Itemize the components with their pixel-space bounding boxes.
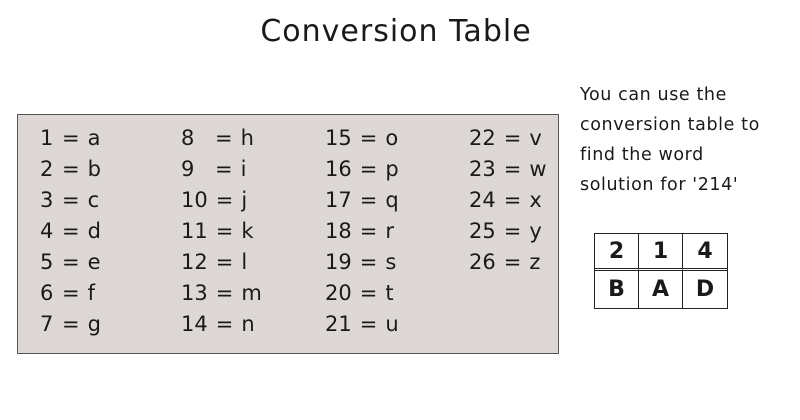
number-label: 26 [469, 250, 496, 274]
table-row [325, 185, 399, 216]
letter-label: n [241, 312, 255, 336]
number-label: 13 [181, 281, 208, 305]
equals-sign: = [62, 312, 80, 336]
table-column-1 [40, 123, 101, 340]
table-row [325, 309, 399, 340]
number-label: 3 [40, 188, 54, 212]
number-label: 16 [325, 157, 352, 181]
equals-sign: = [359, 157, 378, 181]
equals-sign: = [62, 250, 80, 274]
example-letter-cell: A [639, 271, 683, 308]
letter-label: r [385, 219, 394, 243]
number-label: 8 [181, 126, 195, 150]
table-row [325, 154, 399, 185]
equals-sign: = [215, 250, 234, 274]
equals-sign: = [215, 219, 234, 243]
instruction-line: You can use the [580, 85, 727, 105]
equals-sign: = [62, 281, 80, 305]
table-row [469, 216, 547, 247]
letter-label: k [241, 219, 254, 243]
equals-sign: = [359, 188, 378, 212]
equals-sign: = [503, 126, 522, 150]
example-grid [594, 233, 728, 309]
table-row [181, 309, 262, 340]
letter-label: p [385, 157, 399, 181]
equals-sign: = [215, 126, 233, 150]
letter-label: t [385, 281, 394, 305]
number-label: 21 [325, 312, 352, 336]
number-label: 7 [40, 312, 54, 336]
letter-label: c [87, 188, 100, 212]
equals-sign: = [359, 312, 378, 336]
equals-sign: = [215, 281, 234, 305]
letter-label: j [241, 188, 248, 212]
equals-sign: = [503, 188, 522, 212]
letter-label: a [87, 126, 101, 150]
letter-label: i [240, 157, 247, 181]
number-label: 11 [181, 219, 208, 243]
instruction-text [580, 80, 795, 200]
equals-sign: = [62, 219, 80, 243]
table-row [40, 278, 101, 309]
table-column-2 [181, 123, 262, 340]
table-row [181, 216, 262, 247]
equals-sign: = [62, 157, 80, 181]
table-column-4 [469, 123, 547, 278]
number-label: 23 [469, 157, 496, 181]
example-number-cell: 1 [639, 234, 683, 271]
letter-label: m [241, 281, 262, 305]
number-label: 2 [40, 157, 54, 181]
table-row [40, 154, 101, 185]
number-label: 20 [325, 281, 352, 305]
equals-sign: = [503, 157, 522, 181]
instruction-line: find the word [580, 145, 704, 165]
letter-label: s [385, 250, 397, 274]
letter-label: f [87, 281, 96, 305]
letter-label: d [87, 219, 101, 243]
table-row [325, 247, 399, 278]
letter-label: y [529, 219, 542, 243]
number-label: 22 [469, 126, 496, 150]
number-label: 9 [181, 157, 195, 181]
table-row [469, 154, 547, 185]
equals-sign: = [62, 188, 80, 212]
number-label: 17 [325, 188, 352, 212]
letter-label: g [87, 312, 101, 336]
instruction-line: solution for '214' [580, 175, 739, 195]
number-label: 15 [325, 126, 352, 150]
table-row [40, 247, 101, 278]
letter-label: v [529, 126, 542, 150]
table-row [181, 123, 262, 154]
example-letter-cell: B [595, 271, 639, 308]
equals-sign: = [503, 219, 522, 243]
number-label: 1 [40, 126, 54, 150]
number-label: 10 [181, 188, 208, 212]
equals-sign: = [215, 312, 234, 336]
table-row [469, 247, 547, 278]
equals-sign: = [503, 250, 522, 274]
page-title: Conversion Table [260, 14, 532, 49]
letter-label: e [87, 250, 101, 274]
table-row [40, 216, 101, 247]
table-row [40, 309, 101, 340]
number-label: 6 [40, 281, 54, 305]
conversion-table [17, 114, 559, 354]
equals-sign: = [62, 126, 80, 150]
letter-label: h [240, 126, 254, 150]
number-label: 12 [181, 250, 208, 274]
number-label: 4 [40, 219, 54, 243]
equals-sign: = [359, 219, 378, 243]
letter-label: z [529, 250, 541, 274]
equals-sign: = [359, 281, 378, 305]
number-label: 25 [469, 219, 496, 243]
example-number-cell: 2 [595, 234, 639, 271]
example-number-cell: 4 [683, 234, 727, 271]
table-row [181, 185, 262, 216]
letter-label: q [385, 188, 399, 212]
table-row [40, 123, 101, 154]
letter-label: x [529, 188, 542, 212]
table-row [325, 278, 399, 309]
number-label: 19 [325, 250, 352, 274]
letter-label: w [529, 157, 547, 181]
letter-label: b [87, 157, 101, 181]
letter-label: o [385, 126, 399, 150]
table-row [325, 123, 399, 154]
letter-label: l [241, 250, 248, 274]
table-row [181, 154, 262, 185]
number-label: 18 [325, 219, 352, 243]
example-letter-cell: D [695, 277, 715, 302]
equals-sign: = [359, 250, 378, 274]
table-row [181, 278, 262, 309]
number-label: 14 [181, 312, 208, 336]
table-row [469, 123, 547, 154]
table-row [325, 216, 399, 247]
equals-sign: = [215, 188, 234, 212]
number-label: 24 [469, 188, 496, 212]
table-row [181, 247, 262, 278]
table-column-3 [325, 123, 399, 340]
equals-sign: = [215, 157, 233, 181]
instruction-line: conversion table to [580, 115, 760, 135]
number-label: 5 [40, 250, 54, 274]
letter-label: u [385, 312, 399, 336]
table-row [40, 185, 101, 216]
table-row [469, 185, 547, 216]
equals-sign: = [359, 126, 378, 150]
